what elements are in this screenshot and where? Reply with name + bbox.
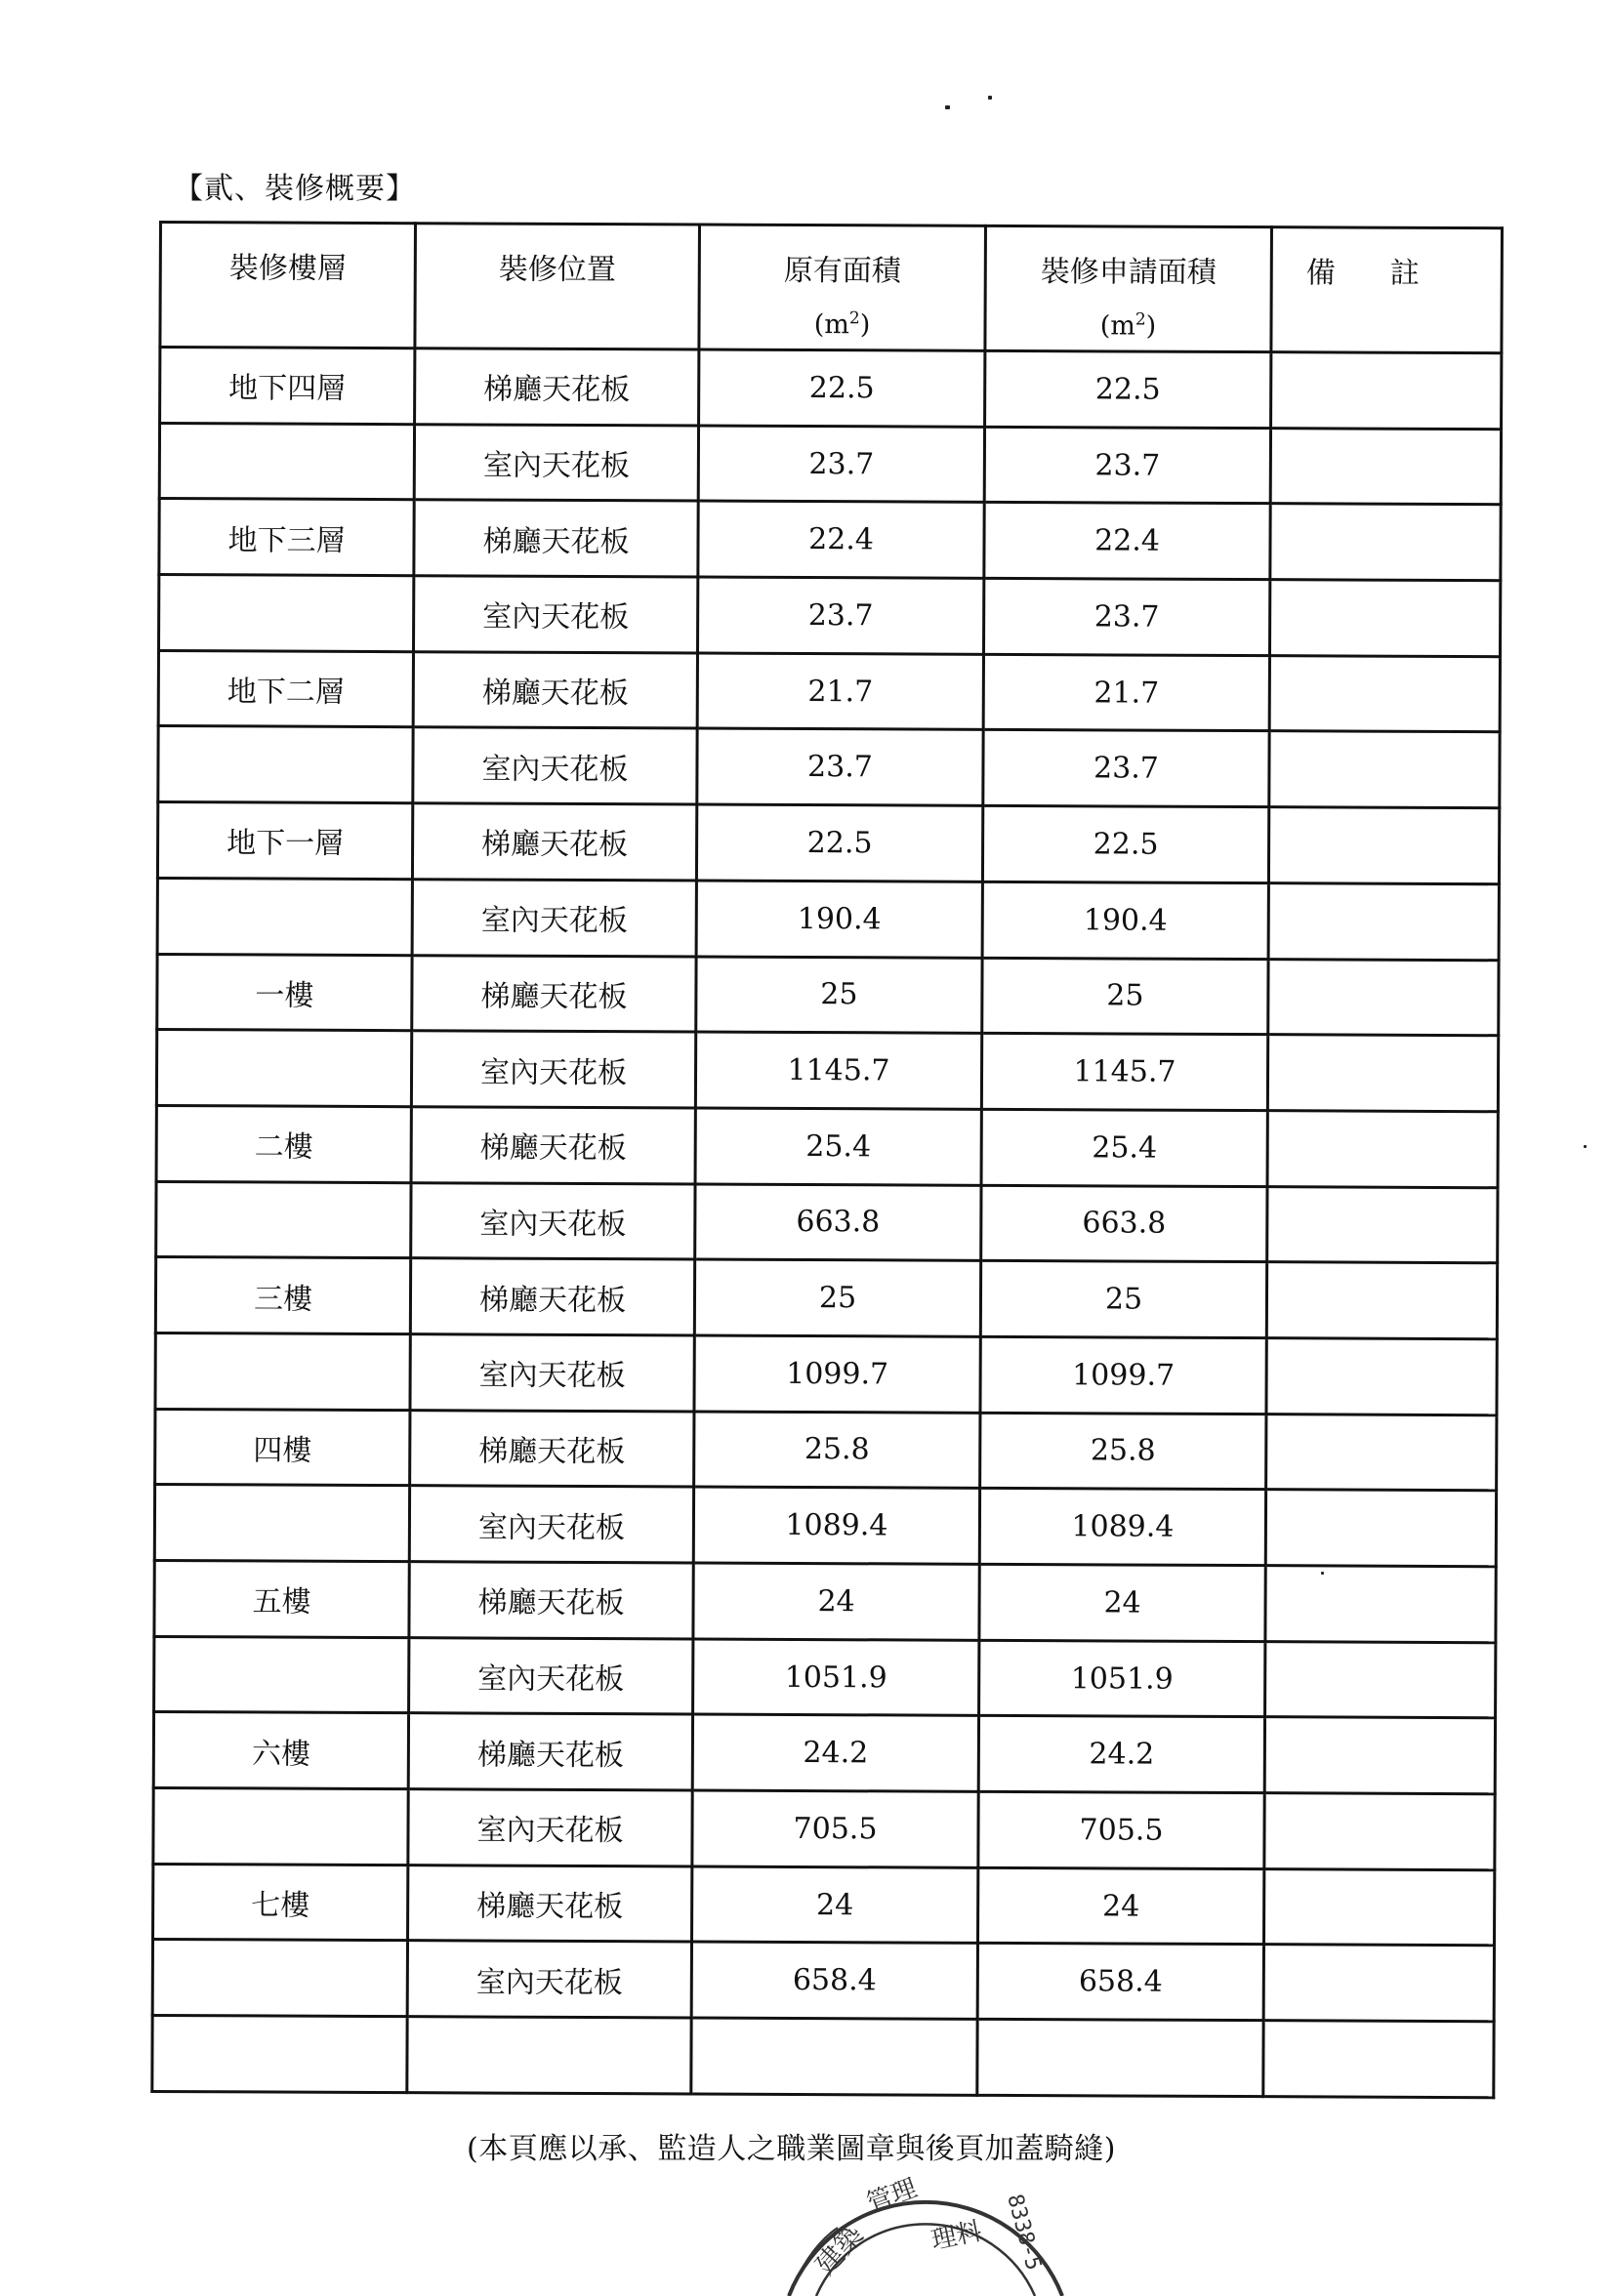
note-cell bbox=[1268, 959, 1499, 1036]
applied-area-cell: 705.5 bbox=[978, 1791, 1264, 1868]
scan-speck bbox=[1584, 1145, 1587, 1148]
note-cell bbox=[1265, 1566, 1496, 1643]
table-row bbox=[154, 1560, 1496, 1642]
original-area-cell: 24.2 bbox=[692, 1714, 978, 1791]
original-area-cell: 23.7 bbox=[698, 426, 984, 503]
table-row bbox=[154, 1636, 1496, 1718]
table-row bbox=[159, 575, 1501, 657]
location-cell: 梯廳天花板 bbox=[413, 651, 697, 728]
scan-speck bbox=[988, 96, 992, 100]
floor-cell: 地下二層 bbox=[158, 650, 413, 727]
location-cell bbox=[407, 2017, 691, 2094]
note-cell bbox=[1263, 1945, 1494, 2022]
original-area-cell: 23.7 bbox=[697, 728, 983, 805]
note-cell bbox=[1265, 1490, 1496, 1567]
original-area-cell bbox=[691, 2018, 977, 2095]
original-area-cell: 1089.4 bbox=[693, 1487, 979, 1564]
floor-cell bbox=[154, 1485, 409, 1562]
professional-seal-stamp bbox=[769, 2140, 1082, 2296]
applied-area-cell: 21.7 bbox=[983, 654, 1269, 731]
note-cell bbox=[1266, 1338, 1497, 1415]
location-cell: 室內天花板 bbox=[409, 1486, 693, 1563]
applied-area-cell: 1089.4 bbox=[979, 1489, 1265, 1566]
table-row bbox=[154, 1485, 1496, 1567]
location-cell: 梯廳天花板 bbox=[408, 1865, 692, 1942]
floor-cell: 七樓 bbox=[153, 1864, 408, 1941]
original-area-cell: 658.4 bbox=[691, 1942, 977, 2019]
applied-area-cell: 1051.9 bbox=[979, 1640, 1265, 1717]
svg-text:理料: 理料 bbox=[928, 2216, 985, 2256]
footer-note: (本頁應以承、監造人之職業圖章與後頁加蓋騎縫) bbox=[467, 2132, 1116, 2166]
note-cell bbox=[1267, 1111, 1498, 1188]
original-area-cell: 25 bbox=[696, 957, 982, 1034]
table-row bbox=[159, 423, 1501, 505]
applied-area-cell: 190.4 bbox=[982, 882, 1268, 959]
location-cell: 室內天花板 bbox=[410, 1334, 694, 1412]
applied-area-cell: 1099.7 bbox=[980, 1336, 1266, 1414]
table-row bbox=[156, 1105, 1498, 1187]
floor-cell bbox=[159, 575, 414, 652]
floor-cell bbox=[153, 1788, 408, 1866]
note-cell bbox=[1269, 731, 1500, 808]
header-original-area: 原有面積 $(m^2)$ bbox=[699, 225, 986, 350]
location-cell: 室內天花板 bbox=[413, 727, 697, 804]
original-area-cell: 23.7 bbox=[697, 577, 983, 654]
renovation-summary-table-wrap bbox=[150, 221, 1501, 2099]
applied-area-cell: 22.5 bbox=[982, 805, 1268, 882]
section-title: 【貳、裝修概要】 bbox=[174, 172, 416, 206]
table-row bbox=[152, 1940, 1494, 2022]
table-row bbox=[160, 348, 1502, 430]
note-cell bbox=[1267, 1186, 1498, 1263]
location-cell: 梯廳天花板 bbox=[415, 348, 699, 426]
floor-cell: 二樓 bbox=[156, 1105, 411, 1182]
area-unit: $(m^2)$ bbox=[1099, 309, 1157, 342]
header-note: 備註 bbox=[1271, 227, 1503, 353]
location-cell: 室內天花板 bbox=[409, 1637, 693, 1714]
original-area-cell: 25.4 bbox=[695, 1108, 981, 1185]
location-cell: 室內天花板 bbox=[413, 576, 697, 653]
svg-text:管理: 管理 bbox=[863, 2173, 922, 2219]
applied-area-cell: 23.7 bbox=[984, 427, 1270, 504]
floor-cell bbox=[158, 726, 413, 803]
original-area-cell: 24 bbox=[692, 1866, 978, 1944]
floor-cell: 地下四層 bbox=[160, 348, 415, 425]
floor-cell bbox=[152, 1940, 407, 2017]
original-area-cell: 663.8 bbox=[695, 1184, 981, 1261]
note-cell bbox=[1268, 807, 1499, 884]
applied-area-cell: 663.8 bbox=[981, 1185, 1267, 1262]
header-location: 裝修位置 bbox=[415, 224, 700, 349]
table-row bbox=[153, 1712, 1495, 1794]
floor-cell: 地下三層 bbox=[159, 499, 414, 576]
table-row bbox=[152, 2016, 1494, 2098]
table-row bbox=[155, 1332, 1497, 1414]
original-area-cell: 705.5 bbox=[692, 1790, 978, 1867]
location-cell: 室內天花板 bbox=[411, 1182, 695, 1259]
original-area-cell: 22.5 bbox=[699, 349, 985, 427]
note-cell bbox=[1263, 1868, 1494, 1946]
location-cell: 室內天花板 bbox=[407, 1941, 691, 2018]
table-row bbox=[159, 499, 1501, 581]
applied-area-cell: 24 bbox=[979, 1564, 1265, 1641]
note-cell bbox=[1268, 882, 1499, 960]
note-cell bbox=[1266, 1414, 1497, 1491]
floor-cell bbox=[154, 1636, 409, 1713]
location-cell: 梯廳天花板 bbox=[410, 1410, 694, 1487]
note-cell bbox=[1271, 352, 1502, 430]
table-row bbox=[157, 802, 1499, 884]
applied-area-cell: 22.5 bbox=[985, 350, 1271, 428]
table-row bbox=[153, 1788, 1495, 1870]
floor-cell bbox=[155, 1332, 410, 1410]
table-row bbox=[157, 878, 1499, 960]
location-cell: 梯廳天花板 bbox=[414, 500, 698, 577]
location-cell: 室內天花板 bbox=[411, 1031, 695, 1108]
floor-cell bbox=[156, 1181, 411, 1258]
svg-text:建築: 建築 bbox=[808, 2218, 870, 2281]
floor-cell bbox=[157, 878, 412, 955]
table-row bbox=[156, 1181, 1498, 1263]
original-area-cell: 1145.7 bbox=[695, 1032, 981, 1109]
renovation-summary-table bbox=[150, 221, 1504, 2099]
applied-area-cell: 25 bbox=[982, 958, 1268, 1035]
header-applied-area: 裝修申請面積 $(m^2)$ bbox=[985, 226, 1272, 351]
note-cell bbox=[1269, 655, 1500, 732]
table-header-row bbox=[160, 223, 1503, 353]
original-area-cell: 190.4 bbox=[696, 881, 982, 958]
table-row bbox=[155, 1257, 1497, 1339]
floor-cell: 六樓 bbox=[153, 1712, 408, 1789]
area-unit: $(m^2)$ bbox=[813, 308, 871, 341]
original-area-cell: 22.4 bbox=[698, 501, 984, 578]
location-cell: 梯廳天花板 bbox=[412, 955, 696, 1032]
table-row bbox=[157, 954, 1499, 1036]
original-area-cell: 1099.7 bbox=[694, 1335, 980, 1413]
table-row bbox=[153, 1864, 1495, 1946]
applied-area-cell: 25.8 bbox=[980, 1413, 1266, 1490]
floor-cell: 一樓 bbox=[157, 954, 412, 1031]
floor-cell bbox=[159, 423, 414, 500]
applied-area-cell bbox=[977, 2019, 1263, 2096]
location-cell: 室內天花板 bbox=[412, 879, 696, 956]
location-cell: 梯廳天花板 bbox=[411, 1107, 695, 1184]
applied-area-cell: 24 bbox=[978, 1867, 1264, 1945]
note-cell bbox=[1264, 1793, 1495, 1870]
floor-cell: 地下一層 bbox=[157, 802, 412, 880]
table-row bbox=[158, 650, 1500, 732]
scan-speck bbox=[945, 105, 950, 109]
applied-area-cell: 22.4 bbox=[984, 503, 1270, 580]
header-floor: 裝修樓層 bbox=[160, 223, 416, 348]
original-area-cell: 24 bbox=[693, 1563, 979, 1640]
applied-area-cell: 24.2 bbox=[978, 1716, 1264, 1793]
floor-cell bbox=[152, 2016, 407, 2093]
location-cell: 梯廳天花板 bbox=[409, 1562, 693, 1639]
note-cell bbox=[1266, 1262, 1497, 1339]
note-cell bbox=[1267, 1035, 1498, 1112]
applied-area-cell: 658.4 bbox=[977, 1944, 1263, 2021]
location-cell: 梯廳天花板 bbox=[408, 1713, 692, 1790]
applied-area-cell: 25.4 bbox=[981, 1109, 1267, 1186]
floor-cell: 三樓 bbox=[155, 1257, 410, 1334]
note-cell bbox=[1263, 2021, 1494, 2098]
table-row bbox=[155, 1409, 1497, 1491]
location-cell: 梯廳天花板 bbox=[412, 803, 696, 881]
applied-area-cell: 23.7 bbox=[983, 730, 1269, 807]
applied-area-cell: 25 bbox=[980, 1261, 1266, 1338]
floor-cell bbox=[156, 1030, 411, 1107]
table-row bbox=[158, 726, 1500, 808]
original-area-cell: 25 bbox=[694, 1259, 980, 1336]
original-area-cell: 1051.9 bbox=[693, 1639, 979, 1716]
note-cell bbox=[1270, 504, 1501, 581]
note-cell bbox=[1269, 580, 1500, 657]
location-cell: 梯廳天花板 bbox=[410, 1258, 694, 1335]
location-cell: 室內天花板 bbox=[414, 424, 698, 501]
original-area-cell: 21.7 bbox=[697, 653, 983, 730]
floor-cell: 四樓 bbox=[155, 1409, 410, 1486]
original-area-cell: 22.5 bbox=[696, 804, 982, 882]
floor-cell: 五樓 bbox=[154, 1560, 409, 1637]
applied-area-cell: 1145.7 bbox=[981, 1034, 1267, 1111]
svg-text:8338-5: 8338-5 bbox=[1002, 2192, 1046, 2274]
applied-area-cell: 23.7 bbox=[983, 578, 1269, 655]
original-area-cell: 25.8 bbox=[694, 1412, 980, 1489]
note-cell bbox=[1264, 1717, 1495, 1794]
location-cell: 室內天花板 bbox=[408, 1789, 692, 1866]
table-row bbox=[156, 1030, 1498, 1112]
note-cell bbox=[1270, 428, 1501, 505]
note-cell bbox=[1265, 1641, 1496, 1718]
